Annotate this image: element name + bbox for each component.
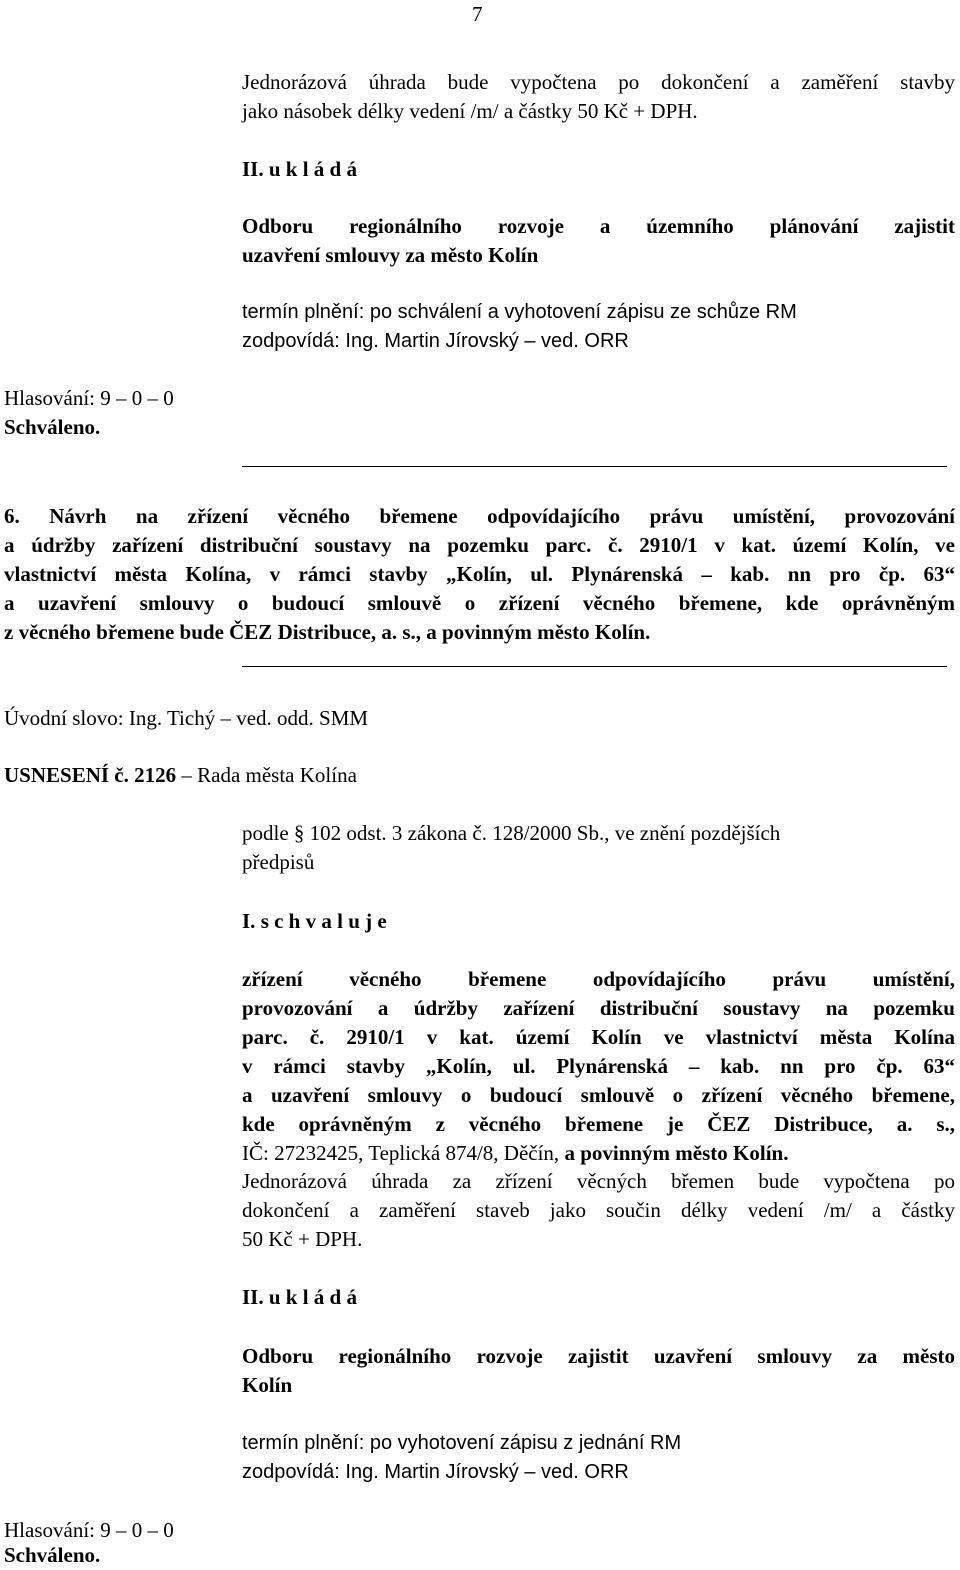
section-ii-number: II. — [242, 1285, 264, 1309]
section-ii-verb: u k l á d á — [268, 157, 357, 181]
approve-line-6: kde oprávněným z věcného břemene je ČEZ Distribuce, a. s., — [242, 1112, 955, 1136]
section-ii-heading — [242, 155, 357, 184]
separator-line — [242, 666, 947, 667]
task-line-2: Kolín — [242, 1373, 293, 1397]
task-line-2: uzavření smlouvy za město Kolín — [242, 243, 539, 267]
company-id-line — [242, 1139, 788, 1168]
result: Schváleno. — [4, 1543, 101, 1567]
section-i-heading — [242, 907, 387, 936]
approve-line-5: a uzavření smlouvy o budoucí smlouvě o zřízení věcného břemene, — [242, 1083, 955, 1107]
legal-basis-line-2: předpisů — [242, 850, 315, 874]
deadline: termín plnění: po schválení a vyhotovení zápisu ze schůze RM — [242, 301, 797, 323]
payment-paragraph-line-2: jako násobek délky vedení /m/ a částky 50 Kč + DPH. — [242, 99, 698, 123]
payment-paragraph-line-1: Jednorázová úhrada bude vypočtena po dokončení a zaměření stavby — [242, 70, 955, 94]
item6-heading-line-1: 6. Návrh na zřízení věcného břemene odpovídajícího právu umístění, provozování — [4, 504, 955, 528]
resolution-body: – Rada města Kolína — [181, 763, 357, 787]
task-line-1: Odboru regionálního rozvoje zajistit uzavření smlouvy za město — [242, 1344, 955, 1368]
approve-line-4: v rámci stavby „Kolín, ul. Plynárenská – kab. nn pro čp. 63“ — [242, 1054, 955, 1078]
resolution-heading — [4, 761, 357, 790]
result: Schváleno. — [4, 415, 101, 439]
item6-heading-line-2: a údržby zařízení distribuční soustavy na pozemku parc. č. 2910/1 v kat. území Kolín, ve — [4, 533, 955, 557]
separator-line — [242, 466, 947, 467]
resolution-label: USNESENÍ č. — [4, 763, 129, 787]
responsible: zodpovídá: Ing. Martin Jírovský – ved. ORR — [242, 1461, 629, 1483]
payment-line-1: Jednorázová úhrada za zřízení věcných břemen bude vypočtena po — [242, 1169, 955, 1193]
section-i-number: I. — [242, 909, 256, 933]
item6-heading-line-5: z věcného břemene bude ČEZ Distribuce, a. s., a povinným město Kolín. — [4, 620, 651, 644]
responsible: zodpovídá: Ing. Martin Jírovský – ved. ORR — [242, 330, 629, 352]
section-ii-number: II. — [242, 157, 264, 181]
resolution-number: 2126 — [134, 763, 177, 787]
approve-line-1: zřízení věcného břemene odpovídajícího právu umístění, — [242, 967, 955, 991]
task-line-1: Odboru regionálního rozvoje a územního plánování zajistit — [242, 214, 955, 238]
approve-line-2: provozování a údržby zařízení distribuční soustavy na pozemku — [242, 996, 955, 1020]
vote: Hlasování: 9 – 0 – 0 — [4, 1518, 174, 1542]
deadline: termín plnění: po vyhotovení zápisu z jednání RM — [242, 1432, 682, 1454]
legal-basis-line-1: podle § 102 odst. 3 zákona č. 128/2000 Sb., ve znění pozdějších — [242, 821, 781, 845]
section-ii-verb: u k l á d á — [268, 1285, 357, 1309]
section-i-verb: s c h v a l u j e — [260, 909, 387, 933]
payment-line-3: 50 Kč + DPH. — [242, 1227, 363, 1251]
intro-speaker: Úvodní slovo: Ing. Tichý – ved. odd. SMM — [4, 706, 369, 730]
page-number: 7 — [472, 2, 483, 26]
approve-line-3: parc. č. 2910/1 v kat. území Kolín ve vlastnictví města Kolína — [242, 1025, 955, 1049]
payment-line-2: dokončení a zaměření staveb jako součin délky vedení /m/ a částky — [242, 1198, 955, 1222]
item6-heading-line-3: vlastnictví města Kolína, v rámci stavby „Kolín, ul. Plynárenská – kab. nn pro čp. 63“ — [4, 562, 955, 586]
item6-heading-line-4: a uzavření smlouvy o budoucí smlouvě o zřízení věcného břemene, kde oprávněným — [4, 591, 955, 615]
company-id-text: IČ: 27232425, Teplická 874/8, Děčín, — [242, 1141, 560, 1165]
obligated-party: a povinným město Kolín. — [564, 1141, 789, 1165]
vote: Hlasování: 9 – 0 – 0 — [4, 386, 174, 410]
section-ii-heading — [242, 1283, 357, 1312]
